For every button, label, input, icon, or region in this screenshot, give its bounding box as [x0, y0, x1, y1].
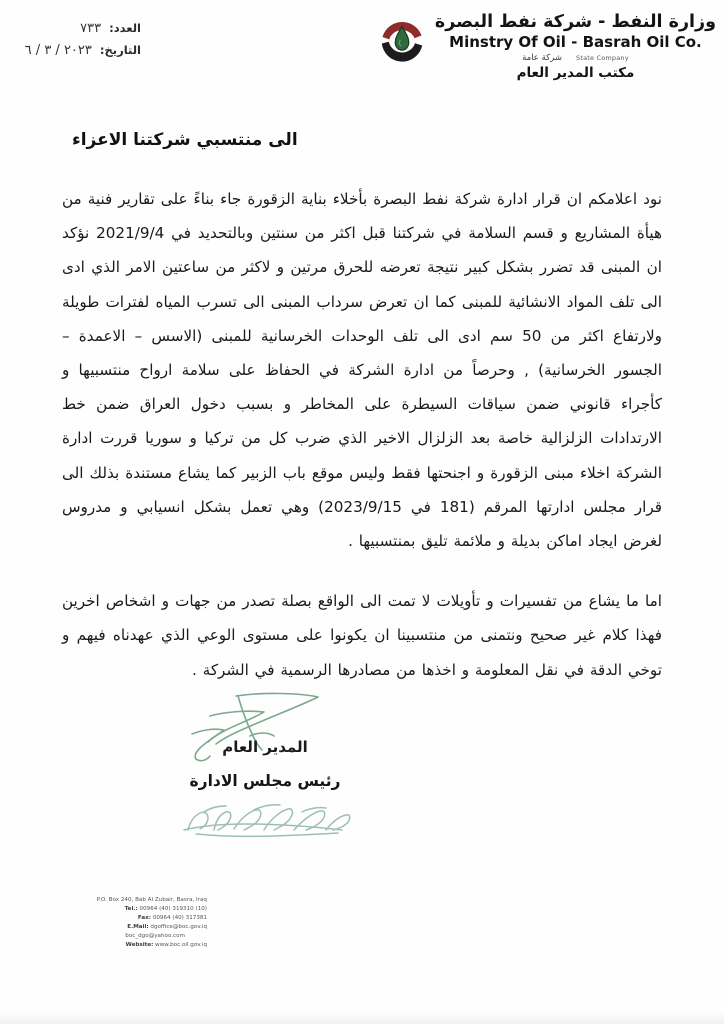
reference-number-value: ٧٣٣: [80, 21, 102, 36]
organization-name-arabic: وزارة النفط - شركة نفط البصرة: [434, 12, 716, 32]
reference-date-label: التاريخ:: [99, 43, 141, 58]
signature-title: المدير العام: [222, 738, 308, 756]
letterhead-org-group: [375, 12, 716, 81]
name-calligraphy-stamp-icon: [120, 800, 410, 846]
footer-tel-value: 00964 (40) 319310 (10): [139, 906, 207, 913]
footer-tel-label: Tel.:: [124, 906, 138, 913]
reference-date-value: ٢٠٢٣ / ٣ / ٦: [24, 43, 92, 59]
letter-paragraph-1: نود اعلامكم ان قرار ادارة شركة نفط البصرة بأخلاء بناية الزقورة جاء بناءً على تقارير فنية من هيأة المشاريع و قسم السلامة في شركتنا قبل اكثر من سنتين وبالتحديد في 2021/9/4 نؤكد ان المبنى قد تضرر بشكل كبير نتيجة تعرضه للحرق مرتين و لاكثر من ساعتين الامر الذي ادى الى تلف المواد الانشائية للمبنى كما ان تعرض سرداب المبنى الى تسرب المياه لفترات طويلة ولارتفاع اكثر من 50 سم ادى الى تلف الوحدات الخرسانية للمبنى (الاسس – الاعمدة – الجسور الخرسانية) , وحرصاً من ادارة الشركة في الحفاظ على سلامة ارواح منتسبيها و كأجراء قانوني ضمن سياقات السيطرة على المخاطر و بسبب دخول العراق ضمن خط الارتدادات الزلزالية خاصة بعد الزلزال الاخير الذي ضرب كل من تركيا و سوريا قررت ادارة الشركة اخلاء مبنى الزقورة و اجنحتها فقط وليس موقع باب الزبير كما يشاع مستندة بذلك الى قرار مجلس ادارتها المرقم (181 في 2023/9/15) وهي تعمل بشكل انسيابي و مدروس لغرض ايجاد اماكن بديلة و ملائمة تليق بمنتسبيها .: [62, 190, 663, 551]
signatory-name: [264, 846, 265, 847]
letter-paragraph-2: اما ما يشاع من تفسيرات و تأويلات لا تمت الى الواقع بصلة تصدر من جهات و اشخاص اخرين فهذا كلام غير صحيح ونتمنى من منتسبينا ان يكونوا على مستوى الوعي الذي عهدناه فيهم و توخي الدقة في نقل المعلومة و اخذها من مصادرها الرسمية في الشركة .: [62, 592, 662, 679]
company-type-row: [435, 53, 716, 63]
reference-date-line: [18, 40, 233, 62]
footer-fax-label: Fax:: [137, 915, 152, 922]
reference-block: [18, 18, 233, 62]
office-name-arabic: مكتب المدير العام: [516, 64, 635, 81]
footer-email-secondary[interactable]: boc_dgo@yahoo.com: [125, 933, 185, 940]
footer-fax-line: [22, 914, 207, 923]
signature-role: رئيس مجلس الادارة: [189, 772, 341, 790]
footer-website-line: [22, 941, 207, 950]
reference-number-line: [18, 18, 233, 40]
letter-body: [62, 130, 662, 687]
footer-fax-value: 00964 (40) 317381: [152, 915, 207, 922]
letter-salutation: الى منتسبي شركتنا الاعزاء: [72, 130, 298, 150]
letterhead-text-block: [435, 12, 716, 81]
company-logo-icon: [375, 14, 429, 68]
organization-name-english: Minstry Of Oil - Basrah Oil Co.: [449, 33, 702, 52]
footer-tel-line: [22, 905, 207, 914]
footer-website-label: Website:: [125, 942, 154, 949]
signature-block: [120, 690, 410, 846]
page-bottom-edge: [0, 1008, 724, 1024]
footer-contact-block: [22, 896, 207, 950]
footer-website-value[interactable]: www.boc.oil.gov.iq: [155, 942, 207, 949]
footer-address: P.O. Box 240, Bab Al Zubair, Basra, Iraq: [96, 897, 207, 903]
company-type-arabic: شركة عامة: [522, 52, 562, 63]
company-type-english: State Company: [576, 53, 629, 62]
letterhead: [0, 0, 724, 112]
reference-number-label: العدد:: [109, 21, 141, 35]
footer-email-primary[interactable]: dgoffice@boc.gov.iq: [150, 924, 207, 931]
footer-email-label: E.Mail:: [127, 924, 149, 931]
footer-email-line: [22, 923, 207, 932]
